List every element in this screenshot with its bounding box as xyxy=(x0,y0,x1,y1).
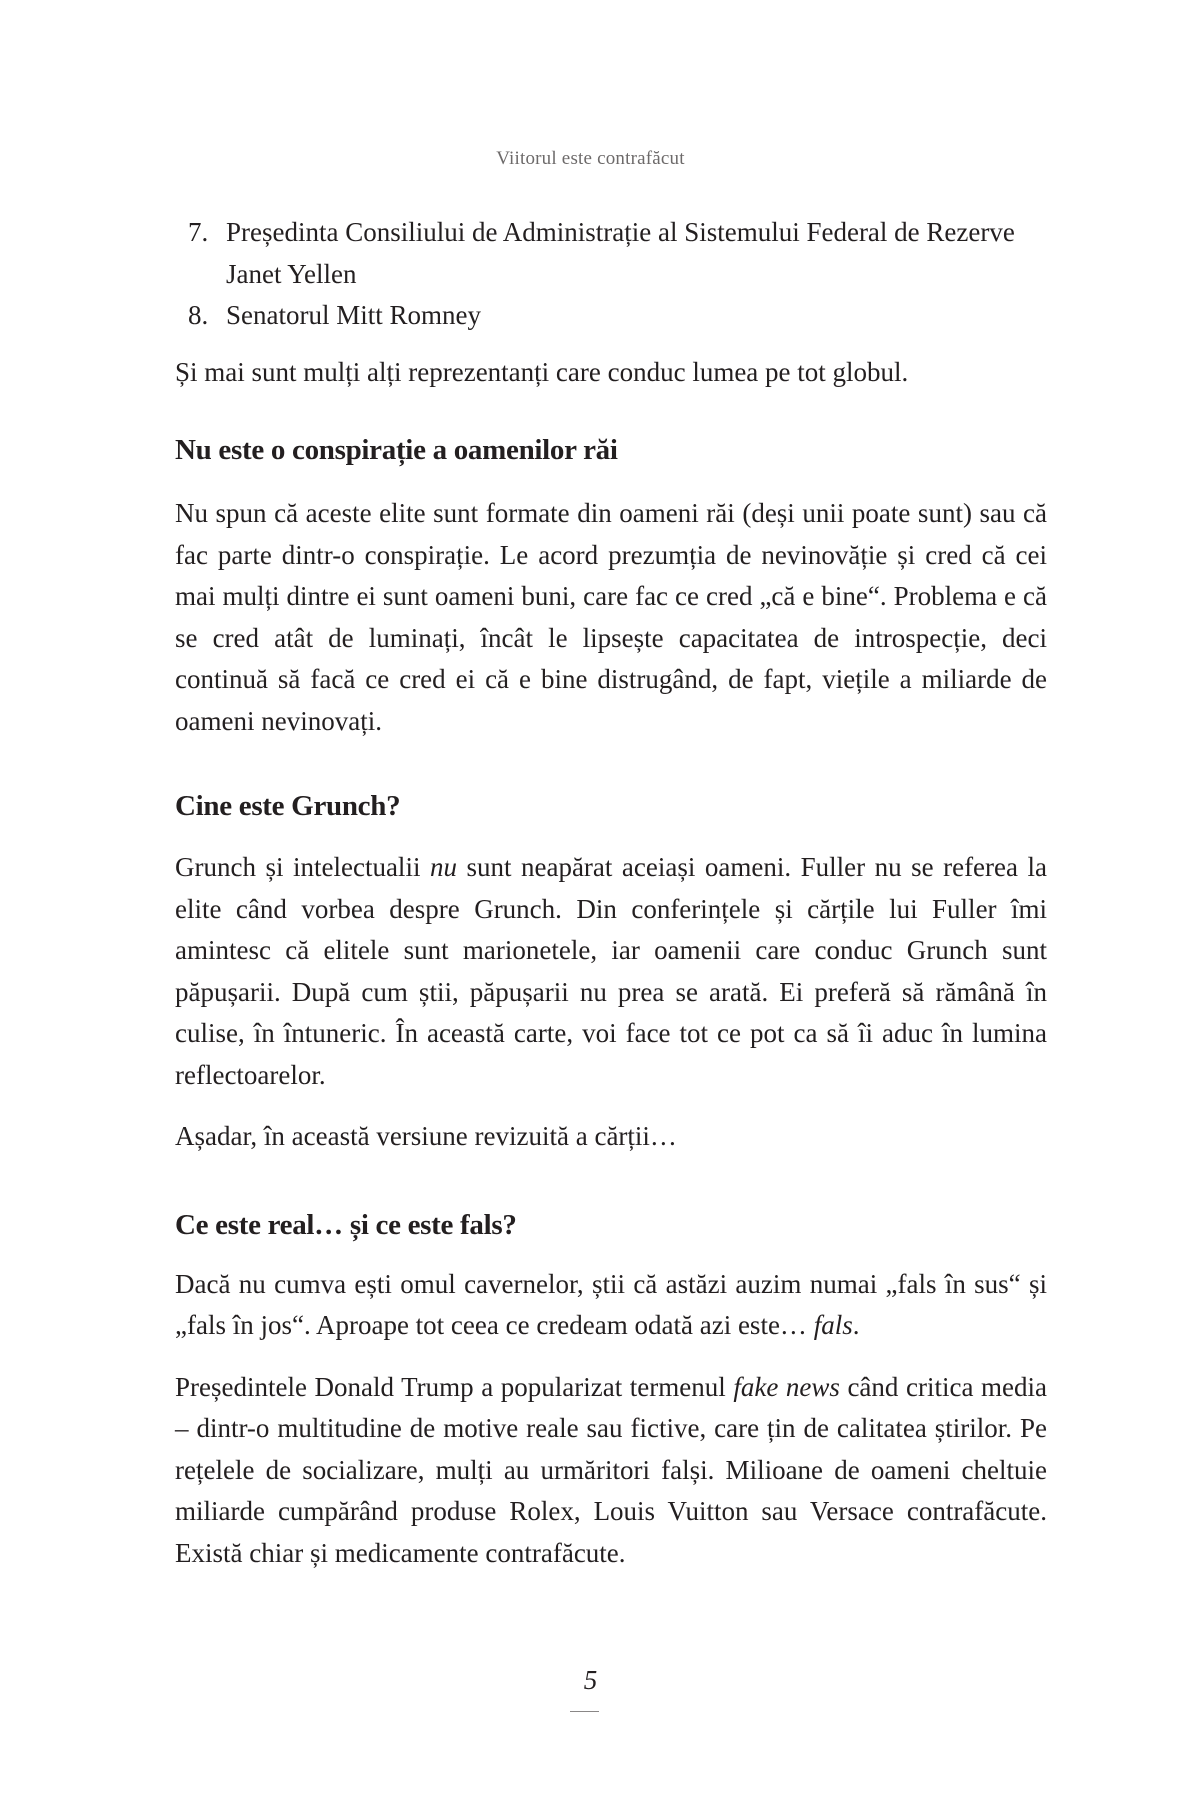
list-item xyxy=(175,295,1047,337)
paragraph xyxy=(175,1264,1047,1347)
numbered-list xyxy=(175,212,1047,337)
text-run: Președintele Donald Trump a popularizat termenul xyxy=(175,1371,734,1402)
list-number: 8. xyxy=(188,300,209,330)
page-number: 5 xyxy=(583,1665,598,1695)
emphasis: fals xyxy=(813,1310,853,1340)
list-item-text: Senatorul Mitt Romney xyxy=(226,300,481,330)
emphasis: fake news xyxy=(733,1371,840,1402)
emphasis: nu xyxy=(429,852,457,882)
section-heading: Cine este Grunch? xyxy=(175,790,401,822)
list-item-text: Președinta Consiliului de Administrație al Sistemului Federal de Rezerve Janet Yellen xyxy=(226,217,1015,289)
text-run: Grunch și intelectualii xyxy=(175,852,430,882)
paragraph: Nu spun că aceste elite sunt formate din oameni răi (deși unii poate sunt) sau că fac parte dintr-o conspirație. Le acord prezumția de nevinovăție și cred că cei mai mulți dintre ei sunt oameni buni, care fac ce cred „că e bine“. Problema e că se cred atât de luminați, încât le lipsește capacitatea de introspecție, deci continuă să facă ce cred ei că e bine distrugând, de fapt, viețile a miliarde de oameni nevinovați. xyxy=(175,498,1047,736)
list-item xyxy=(175,212,1047,295)
page-body xyxy=(175,212,1047,1574)
text-run: . xyxy=(852,1310,860,1340)
running-head: Viitorul este contrafăcut xyxy=(496,148,685,169)
paragraph: Așadar, în această versiune revizuită a cărții… xyxy=(175,1121,677,1151)
section-heading: Nu este o conspirație a oamenilor răi xyxy=(175,434,618,466)
list-number: 7. xyxy=(188,217,209,247)
page-number-rule xyxy=(570,1711,599,1712)
text-run: sunt neapărat aceiași oameni. Fuller nu se referea la elite când vorbea despre Grunch. Din conferințele și cărțile lui Fuller îmi amintesc că elitele sunt marionetele, iar oamenii care conduc Grunch sunt păpușarii. După cum știi, păpușarii nu prea se arată. Ei preferă să rămână în culise, în întuneric. În această carte, voi face tot ce pot ca să îi aduc în lumina reflectoarelor. xyxy=(175,852,1047,1090)
section-heading: Ce este real… și ce este fals? xyxy=(175,1208,517,1241)
paragraph: Și mai sunt mulți alți reprezentanți care conduc lumea pe tot globul. xyxy=(175,356,909,387)
paragraph xyxy=(175,1367,1047,1575)
text-run: Dacă nu cumva ești omul cavernelor, știi că astăzi auzim numai „fals în sus“ și „fals în jos“. Aproape tot ceea ce credeam odată azi este… xyxy=(175,1268,1047,1340)
paragraph xyxy=(175,847,1047,1096)
text-run: când critica media – dintr-o multitudine de motive reale sau fictive, care țin de calitatea știrilor. Pe rețelele de socializare, mulți au urmăritori falși. Milioane de oameni cheltuie miliarde cumpărând produse Rolex, Louis Vuitton sau Versace contrafăcute. Există chiar și medicamente contrafăcute. xyxy=(175,1371,1047,1568)
